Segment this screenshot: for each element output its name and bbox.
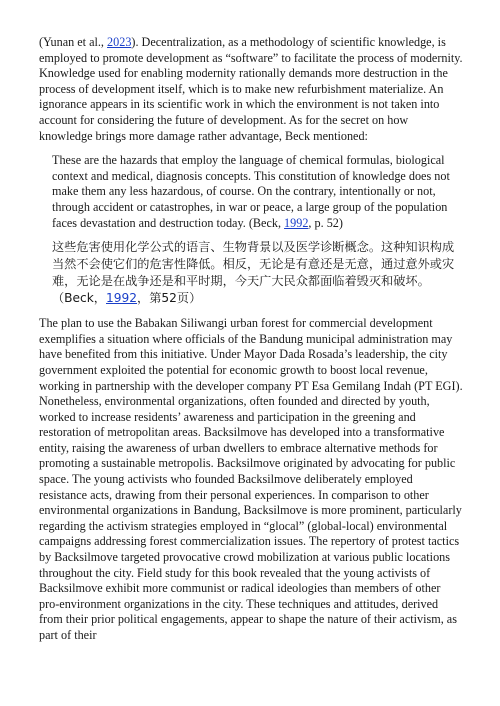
quote-en-tail: , p. 52) [308, 215, 343, 230]
intro-paragraph [39, 35, 463, 144]
block-quote-chinese [52, 239, 463, 307]
intro-text: ). Decentralization, as a methodology of scientific knowledge, is employed to promote development as “software” to facilitate the process of modernity. Knowledge used for enabling modernity rationally demands more destruction in the process of development itself, which is to make new refurbishment materialize. An ignorance appears in its scientific work in which the environment is not taken into account for considering the future of development. As for the secret on how knowledge brings more damage rather advantage, Beck mentioned: [39, 35, 463, 143]
body-paragraph: The plan to use the Babakan Siliwangi urban forest for commercial development exemplifies a situation where officials of the Bandung municipal administration may have benefited from this initiative. Under Mayor Dada Rosada’s leadership, the city government exploited the potential for economic growth to boost local revenue, working in partnership with the developer company PT Esa Gemilang Indah (PT EGI). Nonetheless, environmental organizations, often founded and directed by youth, worked to increase residents’ awareness and participation in the greening and restoration of metropolitan areas. Backsilmove has developed into a transformative entity, raising the awareness of urban dwellers to embrace alternative methods for promoting a sustainable metropolis. Backsilmove originated by advocating for public space. The young activists who founded Backsilmove deliberately employed resistance acts, drawing from their personal experiences. In comparison to other environmental organizations in Bandung, Backsilmove is more prominent, particularly regarding the activism strategies employed in “glocal” (global-local) environmental campaigns addressing forest commercialization issues. The repertory of protest tactics by Backsilmove targeted provocative crowd mobilization at various public locations throughout the city. Field study for this book revealed that the young activists of Backsilmove exhibit more communist or radical ideologies than members of other pro-environment organizations in the city. These techniques and attitudes, derived from their prior political engagements, appear to shape the nature of their activism, as part of their [39, 316, 463, 642]
quote-cn-tail: ，第52页） [137, 291, 202, 306]
quote-cn-text: 这些危害使用化学公式的语言、生物背景以及医学诊断概念。这种知识构成当然不会使它们的危害性降低。相反，无论是有意还是无意，通过意外或灾难，无论是在战争还是和平时期，今天广大民众都面临着毁灭和破坏。（Beck， [52, 240, 455, 306]
intro-lead: (Yunan et al., [39, 35, 108, 49]
block-quote-english [52, 153, 463, 231]
citation-link-beck-1992[interactable]: 1992 [284, 215, 309, 230]
citation-link-yunan-2023[interactable]: 2023 [107, 35, 132, 49]
page-body [39, 35, 463, 644]
citation-link-beck-1992-cn[interactable]: 1992 [106, 291, 138, 306]
quote-en-text: These are the hazards that employ the language of chemical formulas, biological context and medical, diagnosis concepts. This constitution of knowledge does not make them any less hazardous, of course. On the contrary, intentionally or not, through accident or catastrophes, in war or peace, a large group of the population faces devastation and destruction today. (Beck, [52, 153, 450, 230]
